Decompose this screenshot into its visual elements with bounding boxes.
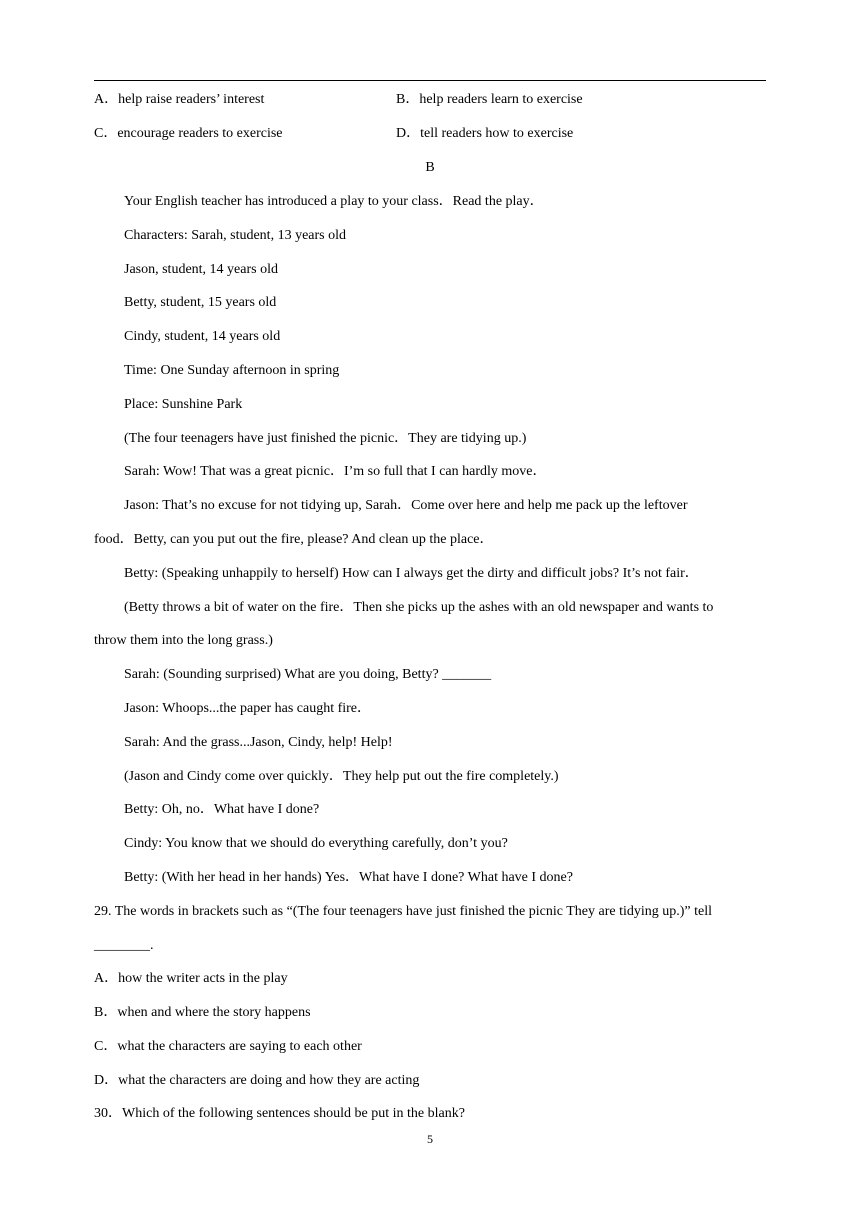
option-a-prev: A．help raise readers’ interest	[94, 92, 265, 107]
option-b-prev: B．help readers learn to exercise	[396, 92, 583, 107]
play-line: Betty, student, 15 years old	[124, 295, 277, 310]
play-line: Your English teacher has introduced a play to your class．Read the play．	[124, 194, 544, 209]
section-label: B	[425, 160, 435, 175]
q30-stem: 30．Which of the following sentences should be put in the blank?	[94, 1106, 465, 1121]
play-line: Cindy, student, 14 years old	[124, 329, 281, 344]
play-line: Place: Sunshine Park	[124, 397, 243, 412]
q29-option-c: C．what the characters are saying to each other	[94, 1039, 362, 1054]
option-c-prev: C．encourage readers to exercise	[94, 126, 283, 141]
play-line: Sarah: (Sounding surprised) What are you doing, Betty? _______	[124, 667, 492, 682]
play-line: (The four teenagers have just finished the picnic．They are tidying up.)	[124, 431, 527, 446]
q29-stem: 29. The words in brackets such as “(The four teenagers have just finished the picnic They are tidying up.)” tell	[94, 904, 713, 919]
play-line: food．Betty, can you put out the fire, please? And clean up the place．	[94, 532, 494, 547]
play-line: (Jason and Cindy come over quickly．They help put out the fire completely.)	[124, 769, 559, 784]
play-line: Betty: (Speaking unhappily to herself) How can I always get the dirty and difficult jobs? It’s not fair．	[124, 566, 699, 581]
q29-option-a: A．how the writer acts in the play	[94, 971, 288, 986]
play-line: Sarah: And the grass...Jason, Cindy, help! Help!	[124, 735, 393, 750]
q29-option-b: B．when and where the story happens	[94, 1005, 311, 1020]
play-line: Betty: Oh, no．What have I done?	[124, 802, 320, 817]
play-line: Jason: Whoops...the paper has caught fire．	[124, 701, 372, 716]
q29-option-d: D．what the characters are doing and how they are acting	[94, 1073, 420, 1088]
play-line: Jason: That’s no excuse for not tidying up, Sarah．Come over here and help me pack up the leftover	[124, 498, 688, 513]
play-line: throw them into the long grass.)	[94, 633, 273, 648]
play-line: Jason, student, 14 years old	[124, 262, 278, 277]
q29-stem-blank: ________.	[94, 938, 154, 953]
option-d-prev: D．tell readers how to exercise	[396, 126, 574, 141]
play-line: Sarah: Wow! That was a great picnic．I’m so full that I can hardly move．	[124, 464, 547, 479]
play-line: Betty: (With her head in her hands) Yes．What have I done? What have I done?	[124, 870, 573, 885]
play-line: Cindy: You know that we should do everything carefully, don’t you?	[124, 836, 508, 851]
header-rule	[94, 80, 766, 81]
play-line: Time: One Sunday afternoon in spring	[124, 363, 340, 378]
page-number: 5	[427, 1132, 433, 1146]
play-line: (Betty throws a bit of water on the fire．Then she picks up the ashes with an old newspaper and wants to	[124, 600, 714, 615]
play-line: Characters: Sarah, student, 13 years old	[124, 228, 346, 243]
